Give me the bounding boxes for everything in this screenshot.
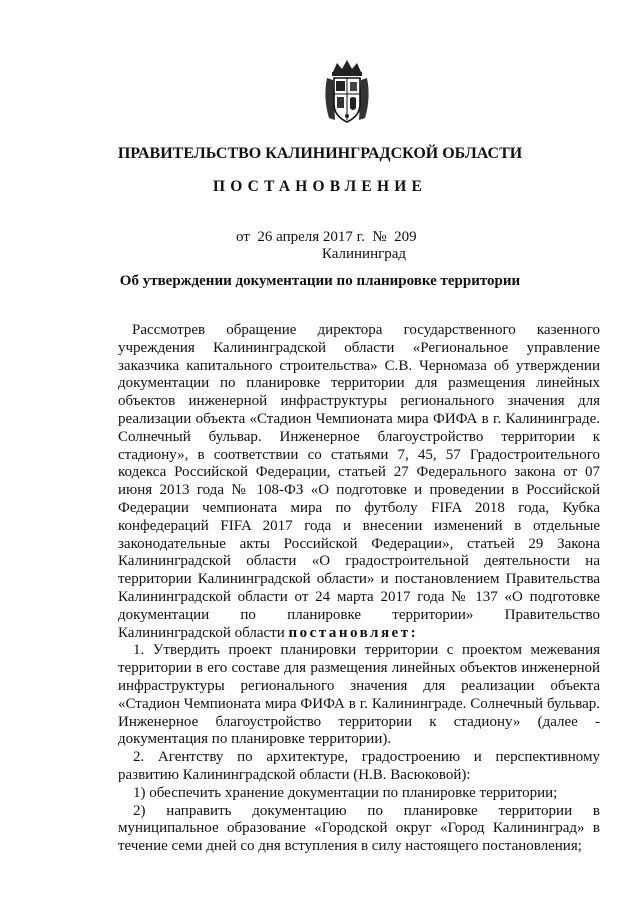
government-title: ПРАВИТЕЛЬСТВО КАЛИНИНГРАДСКОЙ ОБЛАСТИ bbox=[117, 145, 523, 162]
document-body bbox=[118, 322, 600, 856]
date-number-line bbox=[236, 229, 417, 246]
item-2-1-paragraph: 1) обеспечить хранение документации по планировке территории; bbox=[133, 784, 558, 801]
document-subject: Об утверждении документации по планировке территории bbox=[119, 273, 521, 289]
item-1-paragraph: 1. Утвердить проект планировки территории с проектом межевания территории в его составе для размещения линейных объектов инженерной инфраструктуры регионального значения для реализации объекта «Стадион Чемпионата мира ФИФА в г. Калининграде. Солнечный бульвар. Инженерное благоустройство территории к стадиону» (далее - документация по планировке территории). bbox=[118, 642, 600, 748]
city-name: Калининград bbox=[321, 246, 407, 262]
intro-paragraph bbox=[118, 322, 600, 642]
date-prefix: от bbox=[236, 229, 250, 245]
document-type-title: ПОСТАНОВЛЕНИЕ bbox=[212, 178, 428, 195]
number-sign: № bbox=[372, 229, 387, 245]
item-2-2-paragraph: 2) направить документацию по планировке территории в муниципальное образование «Городской округ «Город Калининград» в течение семи дней со дня вступления в силу настоящего постановления; bbox=[118, 802, 600, 855]
resolves-word: постановляет: bbox=[288, 624, 419, 641]
item-2-paragraph: 2. Агентству по архитектуре, градостроению и перспективному развитию Калининградской области (Н.В. Васюковой): bbox=[118, 749, 600, 783]
document-number: 209 bbox=[394, 229, 417, 245]
coat-of-arms-icon bbox=[321, 58, 373, 126]
document-date: 26 апреля 2017 г. bbox=[257, 229, 365, 245]
intro-text: Рассмотрев обращение директора государственного казенного учреждения Калининградской области «Региональное управление заказчика капитального строительства» С.В. Черномаза об утверждении документации по планировке территории для размещения линейных объектов инженерной инфраструктуры регионального значения для реализации объекта «Стадион Чемпионата мира ФИФА в г. Калининграде. Солнечный бульвар. Инженерное благоустройство территории к стадиону», в соответствии со статьями 7, 45, 57 Градостроительного кодекса Российской Федерации, статьей 27 Федерального закона от 07 июня 2013 года № 108-ФЗ «О подготовке и проведении в Российской Федерации чемпионата мира по футболу FIFA 2018 года, Кубка конфедераций FIFA 2017 года и внесении изменений в отдельные законодательные акты Российской Федерации», статьей 29 Закона Калининградской области «О градостроительной деятельности на территории Калининградской области» и постановлением Правительства Калининградской области от 24 марта 2017 года № 137 «О подготовке документации по планировке территории» Правительство Калининградской области bbox=[118, 322, 600, 641]
